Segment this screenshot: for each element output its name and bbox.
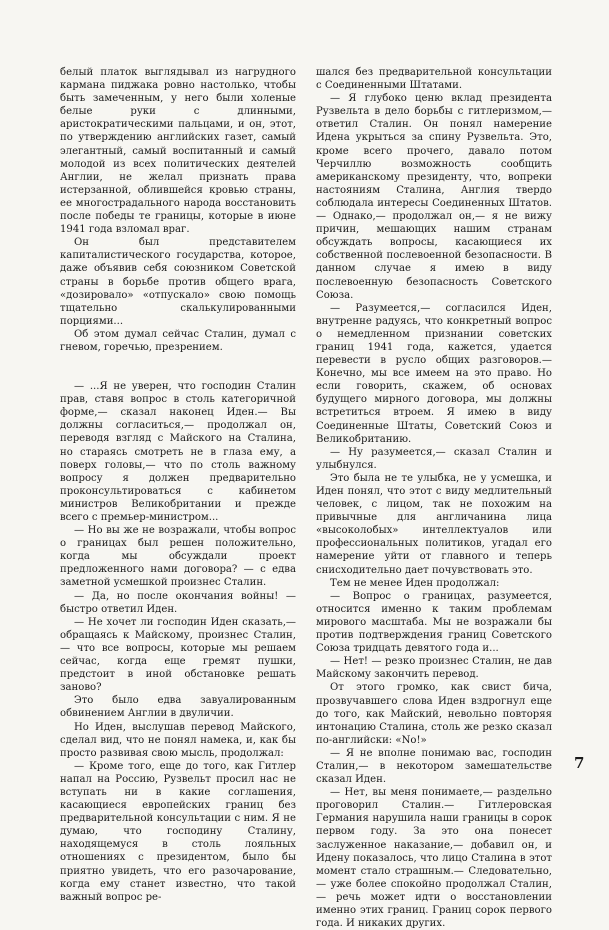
left-column xyxy=(60,66,296,904)
right-column xyxy=(316,66,552,930)
paragraph: шался без предварительной консультации с Соединенными Штатами. xyxy=(316,67,552,92)
paragraph: — Разумеется,— согласился Иден, внутренне радуясь, что конкретный вопрос о немедленном признании советских границ 1941 года, кажется, удается перевести в русло общих разговоров.— Конечно, мы все имеем на это право. Но если говорить, скажем, об основах будущего мирного договора, мы должны встретиться втроем. Я имею в виду Соединенные Штаты, Советский Союз и Великобританию. xyxy=(316,302,552,445)
paragraph: Он был представителем капиталистического государства, которое, даже объявив себя союзником Советской страны в борьбе против общего врага, «дозировало» «отпускало» свою помощь тщательно скалькулированными порциями... xyxy=(60,237,296,327)
page-number: 7 xyxy=(574,754,585,772)
paragraph: — Я глубоко ценю вклад президента Рузвельта в дело борьбы с гитлеризмом,— ответил Сталин. Он понял намерение Идена укрыться за спину Рузвельта. Это, кроме всего прочего, давало потом Черчиллю возможность сообщить американскому президенту, что, вопреки настояниям Сталина, Англия твердо соблюдала интересы Соединенных Штатов.— Однако,— продолжал он,— я не вижу причин, мешающих нашим странам обсуждать вопросы, касающиеся их собственной послевоенной безопасности. В данном случае я имею в виду послевоенную безопасность Советского Союза. xyxy=(316,93,552,301)
paragraph: белый платок выглядывал из нагрудного кармана пиджака ровно настолько, чтобы быть замеченным, у него были холеные белые руки с длинными, аристократическими пальцами, и он, этот, по утверждению английских газет, самый элегантный, самый воспитанный и самый молодой из всех политических деятелей Англии, не желал признать права истерзанной, облившейся кровью страны, ее многострадального народа восстановить после победы те границы, которые в июне 1941 года взломал враг. xyxy=(60,67,296,236)
paragraph: — Нет, вы меня понимаете,— раздельно проговорил Сталин.— Гитлеровская Германия нарушила наши границы в сорок первом году. За это она понесет заслуженное наказание,— добавил он, и Идену показалось, что лицо Сталина в этот момент стало страшным.— Следовательно,— уже более спокойно продолжал Сталин,— речь может идти о восстановлении именно этих границ. Границ сорок первого года. И никаких других. xyxy=(316,787,552,930)
paragraph: — Ну разумеется,— сказал Сталин и улыбнулся. xyxy=(316,446,552,471)
paragraph: Тем не менее Иден продолжал: xyxy=(330,577,500,589)
paragraph: — Нет! — резко произнес Сталин, не дав Майскому закончить перевод. xyxy=(316,656,552,681)
paragraph: — Я не вполне понимаю вас, господин Сталин,— в некотором замешательстве сказал Иден. xyxy=(316,747,552,786)
paragraph: Это было едва завуалированным обвинением Англии в двуличии. xyxy=(60,695,296,720)
paragraph: — Кроме того, еще до того, как Гитлер напал на Россию, Рузвельт просил нас не вступать ни в какие соглашения, касающиеся европейских границ без предварительной консультации с ним. Я не думаю, что господину Сталину, находящемуся в столь лояльных отношениях с президентом, было бы приятно увидеть, что его разочарование, когда ему станет известно, что такой важный вопрос ре- xyxy=(60,760,296,903)
paragraph: Это была не те улыбка, не у усмешка, и Иден понял, что этот с виду медлительный человек, с лицом, так не похожим на привычные для англичанина лица «высоколобых» интеллектуалов или профессиональных политиков, угадал его намерение уйти от главного и теперь снисходительно дает почувствовать это. xyxy=(316,472,552,576)
section-break xyxy=(60,354,296,380)
paragraph: — Вопрос о границах, разумеется, относится именно к таким проблемам мирового масштаба. Мы не возражали бы против подтверждения границ Советского Союза тридцать девятого года и... xyxy=(316,590,552,655)
paragraph: — Но вы же не возражали, чтобы вопрос о границах был решен положительно, когда мы обсуждали проект предложенного нами договора? — с едва заметной усмешкой произнес Сталин. xyxy=(60,525,296,589)
paragraph: От этого громко, как свист бича, прозвучавшего слова Иден вздрогнул еще до того, как Майский, невольно повторяя интонацию Сталина, столь же резко сказал по-английски: «No!» xyxy=(316,682,552,746)
paragraph: Но Иден, выслушав перевод Майского, сделал вид, что не понял намека, и, как бы просто развивая свою мысль, продолжал: xyxy=(60,721,296,759)
paragraph: — ...Я не уверен, что господин Сталин прав, ставя вопрос в столь категоричной форме,— сказал наконец Иден.— Вы должны согласиться,— продолжал он, переводя взгляд с Майского на Сталина, но стараясь смотреть не в глаза ему, а поверх головы,— что по столь важному вопросу я должен предварительно проконсультироваться с кабинетом министров Великобритании и прежде всего с премьер-министром... xyxy=(60,381,296,523)
paragraph: — Не хочет ли господин Иден сказать,— обращаясь к Майскому, произнес Сталин,— что все вопросы, которые мы решаем сейчас, когда еще гремят пушки, предстоит в иной обстановке решать заново? xyxy=(60,616,296,694)
paragraph: Об этом думал сейчас Сталин, думал с гневом, горечью, презрением. xyxy=(60,328,296,353)
paragraph: — Да, но после окончания войны! — быстро ответил Иден. xyxy=(60,590,296,615)
